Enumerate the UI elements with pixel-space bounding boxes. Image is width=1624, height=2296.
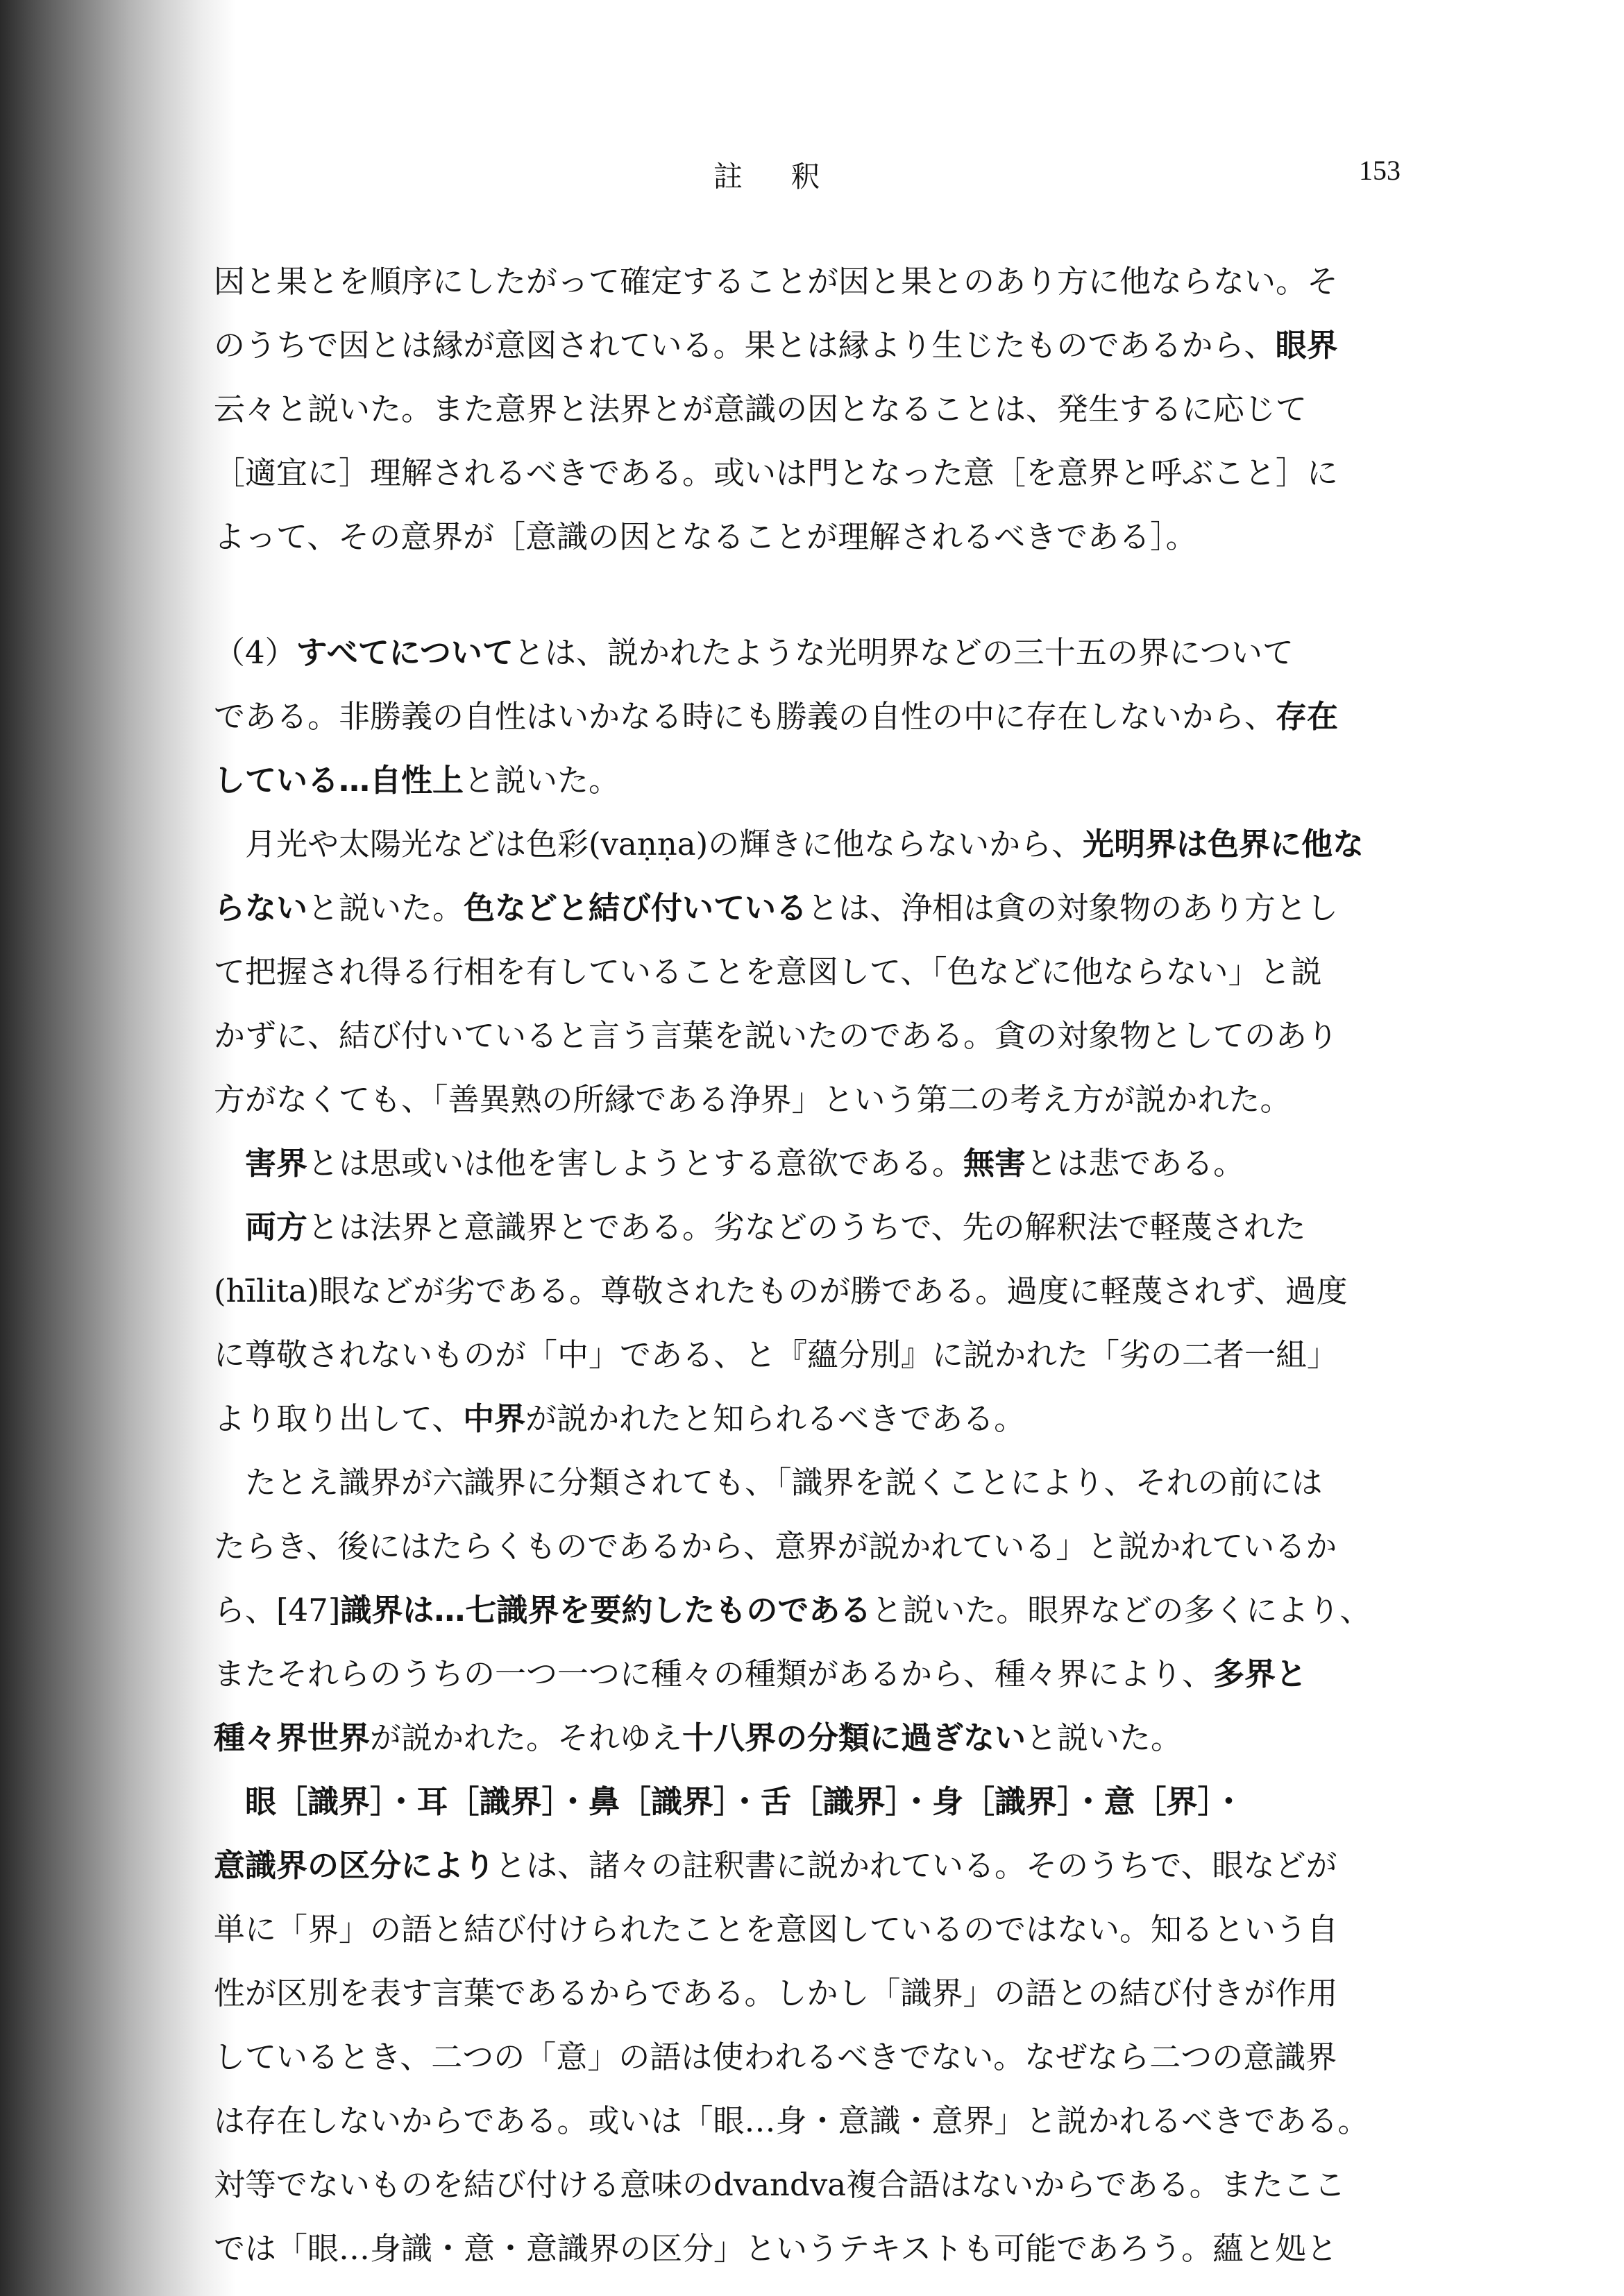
text-line (214, 940, 1407, 1004)
binding-shadow (0, 0, 236, 2296)
text-run: とは思或いは他を害しようとする意欲である。 (307, 1145, 964, 1182)
paragraph-gap (214, 569, 1407, 621)
text-run: かずに、結び付いていると言う言葉を説いたのである。貪の対象物としてのあり (214, 1017, 1339, 1054)
text-line (214, 250, 1407, 314)
text-run: とは、説かれたような光明界などの三十五の界について (513, 634, 1294, 671)
text-run: 対等でないものを結び付ける意味のdvandva複合語はないからである。またここ (214, 2166, 1346, 2203)
text-run: と説いた。 (464, 762, 620, 799)
text-line (214, 1323, 1407, 1387)
paragraph (214, 1770, 1407, 2281)
text-line (214, 685, 1407, 749)
paragraph (214, 621, 1407, 813)
paragraph (214, 1132, 1407, 1196)
text-run (214, 1145, 245, 1182)
bold-term: 中界 (463, 1400, 526, 1437)
text-line (214, 1451, 1407, 1515)
text-line (214, 813, 1407, 876)
text-run (214, 1209, 245, 1245)
paragraph (214, 1451, 1407, 1770)
text-line (214, 2217, 1407, 2281)
text-run: とは法界と意識界とである。劣などのうちで、先の解釈法で軽蔑された (307, 1209, 1306, 1245)
bold-term: 種々界世界 (214, 1719, 371, 1756)
bold-term: らない (214, 890, 308, 926)
bold-term: 害界 (245, 1145, 308, 1182)
bold-term: 十八界の分類に過ぎない (682, 1719, 1026, 1756)
text-line (214, 314, 1407, 377)
text-run: たらき、後にはたらくものであるから、意界が説かれている」と説かれているか (214, 1528, 1337, 1565)
text-run: 性が区別を表す言葉であるからである。しかし「識界」の語との結び付きが作用 (214, 1975, 1338, 2012)
text-run: が説かれた。それゆえ (370, 1719, 683, 1756)
text-run: 単に「界」の語と結び付けられたことを意図しているのではない。知るという自 (214, 1911, 1339, 1948)
text-run: より取り出して、 (214, 1400, 464, 1437)
text-run: と説いた。眼界などの多くにより、 (871, 1592, 1371, 1629)
text-line (214, 621, 1407, 685)
paragraph (214, 813, 1407, 1132)
text-line (214, 1642, 1407, 1706)
text-line (214, 1770, 1407, 1834)
text-run: では「眼…身識・意・意識界の区分」というテキストも可能であろう。蘊と処と (214, 2230, 1338, 2267)
text-line (214, 1387, 1407, 1451)
running-title: 註 釈 (713, 160, 840, 194)
text-run: に尊敬されないものが「中」である、と『蘊分別』に説かれた「劣の二者一組」 (214, 1336, 1339, 1373)
bold-term: 色などと結び付いている (464, 890, 808, 926)
text-line (214, 1962, 1407, 2025)
text-run: 云々と説いた。また意界と法界とが意識の因となることは、発生するに応じて (214, 391, 1308, 427)
bold-term: している…自性上 (214, 762, 464, 799)
bold-term: 眼［識界］・耳［識界］・鼻［識界］・舌［識界］・身［識界］・意［界］・ (214, 1783, 1245, 1820)
body-text (214, 250, 1407, 2281)
text-line (214, 1515, 1407, 1579)
bold-term: 意識界の区分により (214, 1847, 496, 1884)
text-run: て把握され得る行相を有していることを意図して、「色などに他ならない」と説 (214, 953, 1322, 990)
text-run: が説かれたと知られるべきである。 (525, 1400, 1026, 1437)
text-line (214, 1132, 1407, 1196)
text-line (214, 2025, 1407, 2089)
text-line (214, 749, 1407, 813)
page-number: 153 (1359, 155, 1401, 186)
text-line (214, 1259, 1407, 1323)
text-run: ら、[47] (214, 1592, 341, 1629)
text-run: またそれらのうちの一つ一つに種々の種類があるから、種々界により、 (214, 1656, 1214, 1692)
text-run: （4） (214, 634, 296, 671)
text-line (214, 1834, 1407, 1898)
bold-term: 識界は…七識界を要約したものである (340, 1592, 872, 1629)
bold-term: 存在 (1276, 698, 1339, 735)
paragraph (214, 250, 1407, 569)
text-line (214, 1579, 1407, 1642)
text-line (214, 2153, 1407, 2217)
text-run: 方がなくても、「善異熟の所縁である浄界」という第二の考え方が説かれた。 (214, 1081, 1292, 1118)
text-run: のうちで因とは縁が意図されている。果とは縁より生じたものであるから、 (214, 327, 1276, 364)
text-run: しているとき、二つの「意」の語は使われるべきでない。なぜなら二つの意識界 (214, 2039, 1337, 2075)
text-run: である。非勝義の自性はいかなる時にも勝義の自性の中に存在しないから、 (214, 698, 1276, 735)
text-run: よって、その意界が［意識の因となることが理解されるべきである］。 (214, 518, 1197, 555)
text-line (214, 1068, 1407, 1132)
text-line (214, 1898, 1407, 1962)
text-run: と説いた。 (1026, 1719, 1183, 1756)
text-run: ［適宜に］理解されるべきである。或いは門となった意［を意界と呼ぶこと］に (214, 454, 1339, 491)
text-run: 因と果とを順序にしたがって確定することが因と果とのあり方に他ならない。そ (214, 263, 1339, 300)
bold-term: 光明界は色界に他な (1083, 826, 1364, 862)
bold-term: 眼界 (1275, 327, 1338, 364)
text-run: (hīlita)眼などが劣である。尊敬されたものが勝である。過度に軽蔑されず、過度 (214, 1273, 1348, 1309)
text-run: 月光や太陽光などは色彩(vaṇṇa)の輝きに他ならないから、 (214, 826, 1083, 862)
bold-term: すべてについて (296, 634, 514, 671)
text-run: と説いた。 (307, 890, 464, 926)
text-line (214, 2089, 1407, 2153)
text-run: とは悲である。 (1026, 1145, 1245, 1182)
text-line (214, 377, 1407, 441)
text-run: は存在しないからである。或いは「眼…身・意識・意界」と説かれるべきである。 (214, 2102, 1369, 2139)
text-run: とは、諸々の註釈書に説かれている。そのうちで、眼などが (495, 1847, 1337, 1884)
text-line (214, 1004, 1407, 1068)
text-run: とは、浄相は貪の対象物のあり方とし (807, 890, 1339, 926)
bold-term: 無害 (963, 1145, 1026, 1182)
book-page (214, 146, 1407, 2267)
text-line (214, 1706, 1407, 1770)
text-line (214, 876, 1407, 940)
bold-term: 両方 (245, 1209, 308, 1245)
bold-term: 多界と (1213, 1656, 1308, 1692)
paragraph (214, 1196, 1407, 1451)
text-run: たとえ識界が六識界に分類されても、「識界を説くことにより、それの前には (214, 1464, 1323, 1501)
text-line (214, 1196, 1407, 1259)
text-line (214, 441, 1407, 505)
text-line (214, 505, 1407, 569)
running-head (214, 146, 1407, 194)
